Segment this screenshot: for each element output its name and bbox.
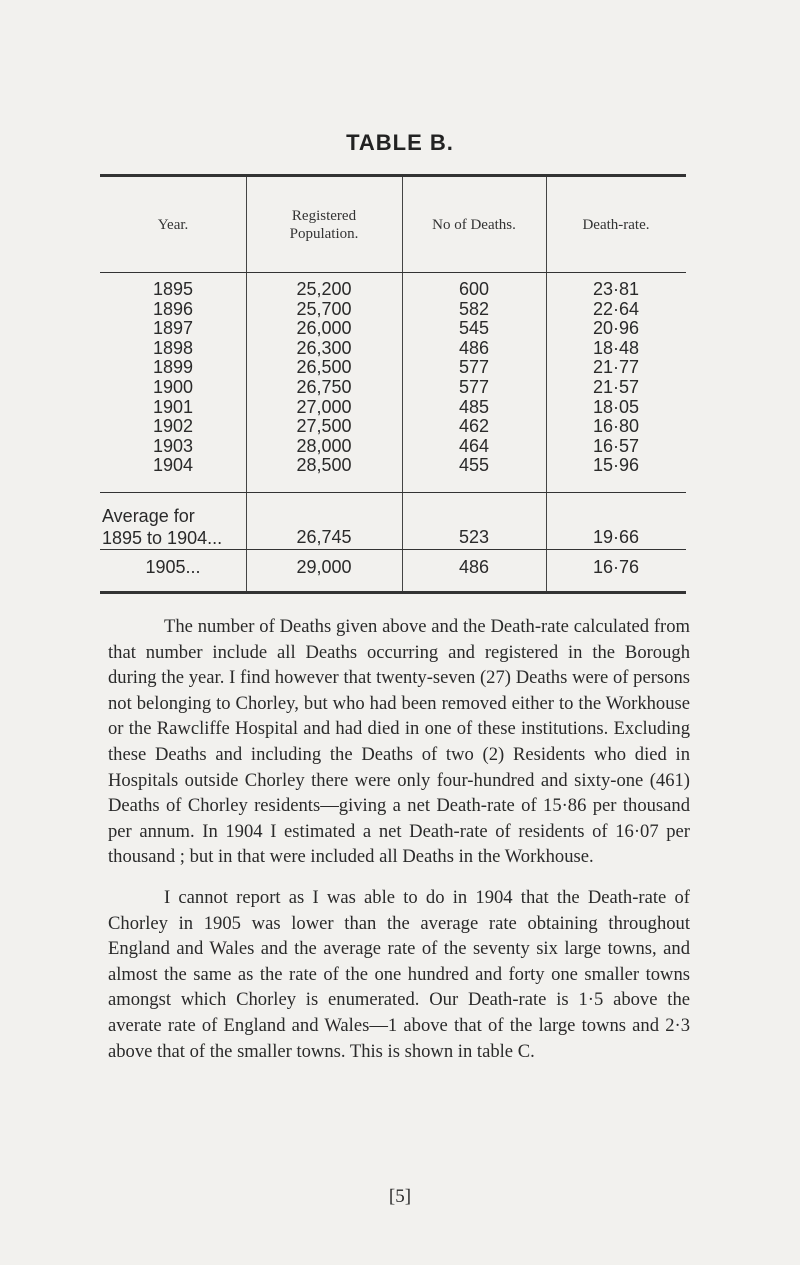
header-rule (100, 272, 686, 273)
row-year: 1899 (152, 357, 194, 378)
current-death-rate: 16·76 (592, 557, 640, 577)
row-death-rate: 21·57 (592, 377, 640, 397)
row-population: 26,500 (296, 357, 352, 378)
current-rule (100, 549, 686, 550)
row-population: 26,300 (296, 337, 352, 358)
average-rule (100, 492, 686, 493)
row-year: 1898 (152, 337, 194, 358)
row-death-rate: 18·05 (592, 396, 640, 417)
header-deaths: No of Deaths. (432, 217, 516, 233)
average-population: 26,745 (296, 527, 352, 547)
row-deaths: 462 (458, 416, 490, 437)
death-rate-table (100, 174, 686, 594)
row-year: 1903 (152, 435, 194, 456)
row-population: 26,750 (296, 377, 352, 397)
row-population: 25,700 (296, 298, 352, 319)
row-deaths: 486 (458, 337, 490, 358)
row-death-rate: 23·81 (592, 279, 640, 299)
page-number: [5] (388, 1186, 412, 1207)
average-deaths: 523 (458, 527, 490, 547)
row-death-rate: 21·77 (592, 357, 640, 378)
row-deaths: 600 (458, 279, 490, 299)
current-deaths: 486 (458, 557, 490, 577)
row-deaths: 577 (458, 377, 490, 397)
row-year: 1904 (152, 455, 194, 476)
average-death-rate: 19·66 (592, 527, 640, 547)
header-year: Year. (157, 217, 189, 233)
page-title: TABLE B. (346, 130, 454, 155)
row-deaths: 485 (458, 396, 490, 417)
row-deaths: 545 (458, 318, 490, 339)
row-year: 1896 (152, 298, 194, 319)
row-deaths: 464 (458, 435, 490, 456)
row-population: 28,000 (296, 435, 352, 456)
row-population: 28,500 (296, 455, 352, 476)
row-population: 27,000 (296, 396, 352, 417)
row-deaths: 455 (458, 455, 490, 476)
paragraph-deaths-explanation: The number of Deaths given above and the Death-rate calculated from that number include all Deaths occurring and registered in the Borough during the year. I find however that twenty-seven (27) Deaths were of persons not belonging to Chorley, but who had been removed either to the Workhouse or the Rawcliffe Hospital and had died in one of these institutions. Excluding these Deaths and including the Deaths of two (2) Residents who died in Hospitals outside Chorley there were only four-hundred and sixty-one (461) Deaths of Chorley residents—giving a net Death-rate of 15·86 per thousand per annum. In 1904 I estimated a net Death-rate of residents of 16·07 per thousand ; but in that were included all Deaths in the Workhouse. (108, 616, 690, 868)
row-population: 26,000 (296, 318, 352, 339)
row-deaths: 582 (458, 298, 490, 319)
row-death-rate: 22·64 (592, 298, 640, 319)
row-year: 1901 (152, 396, 194, 417)
row-death-rate: 16·80 (592, 416, 640, 437)
row-death-rate: 18·48 (592, 337, 640, 358)
average-label (100, 505, 248, 549)
row-year: 1902 (152, 416, 194, 437)
row-population: 27,500 (296, 416, 352, 437)
row-death-rate: 20·96 (592, 318, 640, 339)
header-death-rate: Death-rate. (582, 217, 650, 233)
row-population: 25,200 (296, 279, 352, 299)
row-year: 1897 (152, 318, 194, 339)
average-label-line2: 1895 to 1904... (102, 528, 223, 548)
row-death-rate: 16·57 (592, 435, 640, 456)
current-population: 29,000 (296, 557, 352, 577)
current-year: 1905... (145, 557, 201, 577)
header-population: Registered Population. (289, 208, 359, 242)
average-label-line1: Average for (102, 506, 195, 526)
row-deaths: 577 (458, 357, 490, 378)
row-year: 1900 (152, 377, 194, 397)
row-year: 1895 (152, 279, 194, 299)
row-death-rate: 15·96 (592, 455, 640, 476)
paragraph-comparison: I cannot report as I was able to do in 1904 that the Death-rate of Chorley in 1905 was lower than the average rate obtaining throughout England and Wales and the average rate of the seventy six large towns, and almost the same as the rate of the one hundred and forty one smaller towns amongst which Chorley is enumerated. Our Death-rate is 1·5 above the averate rate of England and Wales—1 above that of the large towns and 2·3 above that of the smaller towns. This is shown in table C. (108, 887, 690, 1062)
